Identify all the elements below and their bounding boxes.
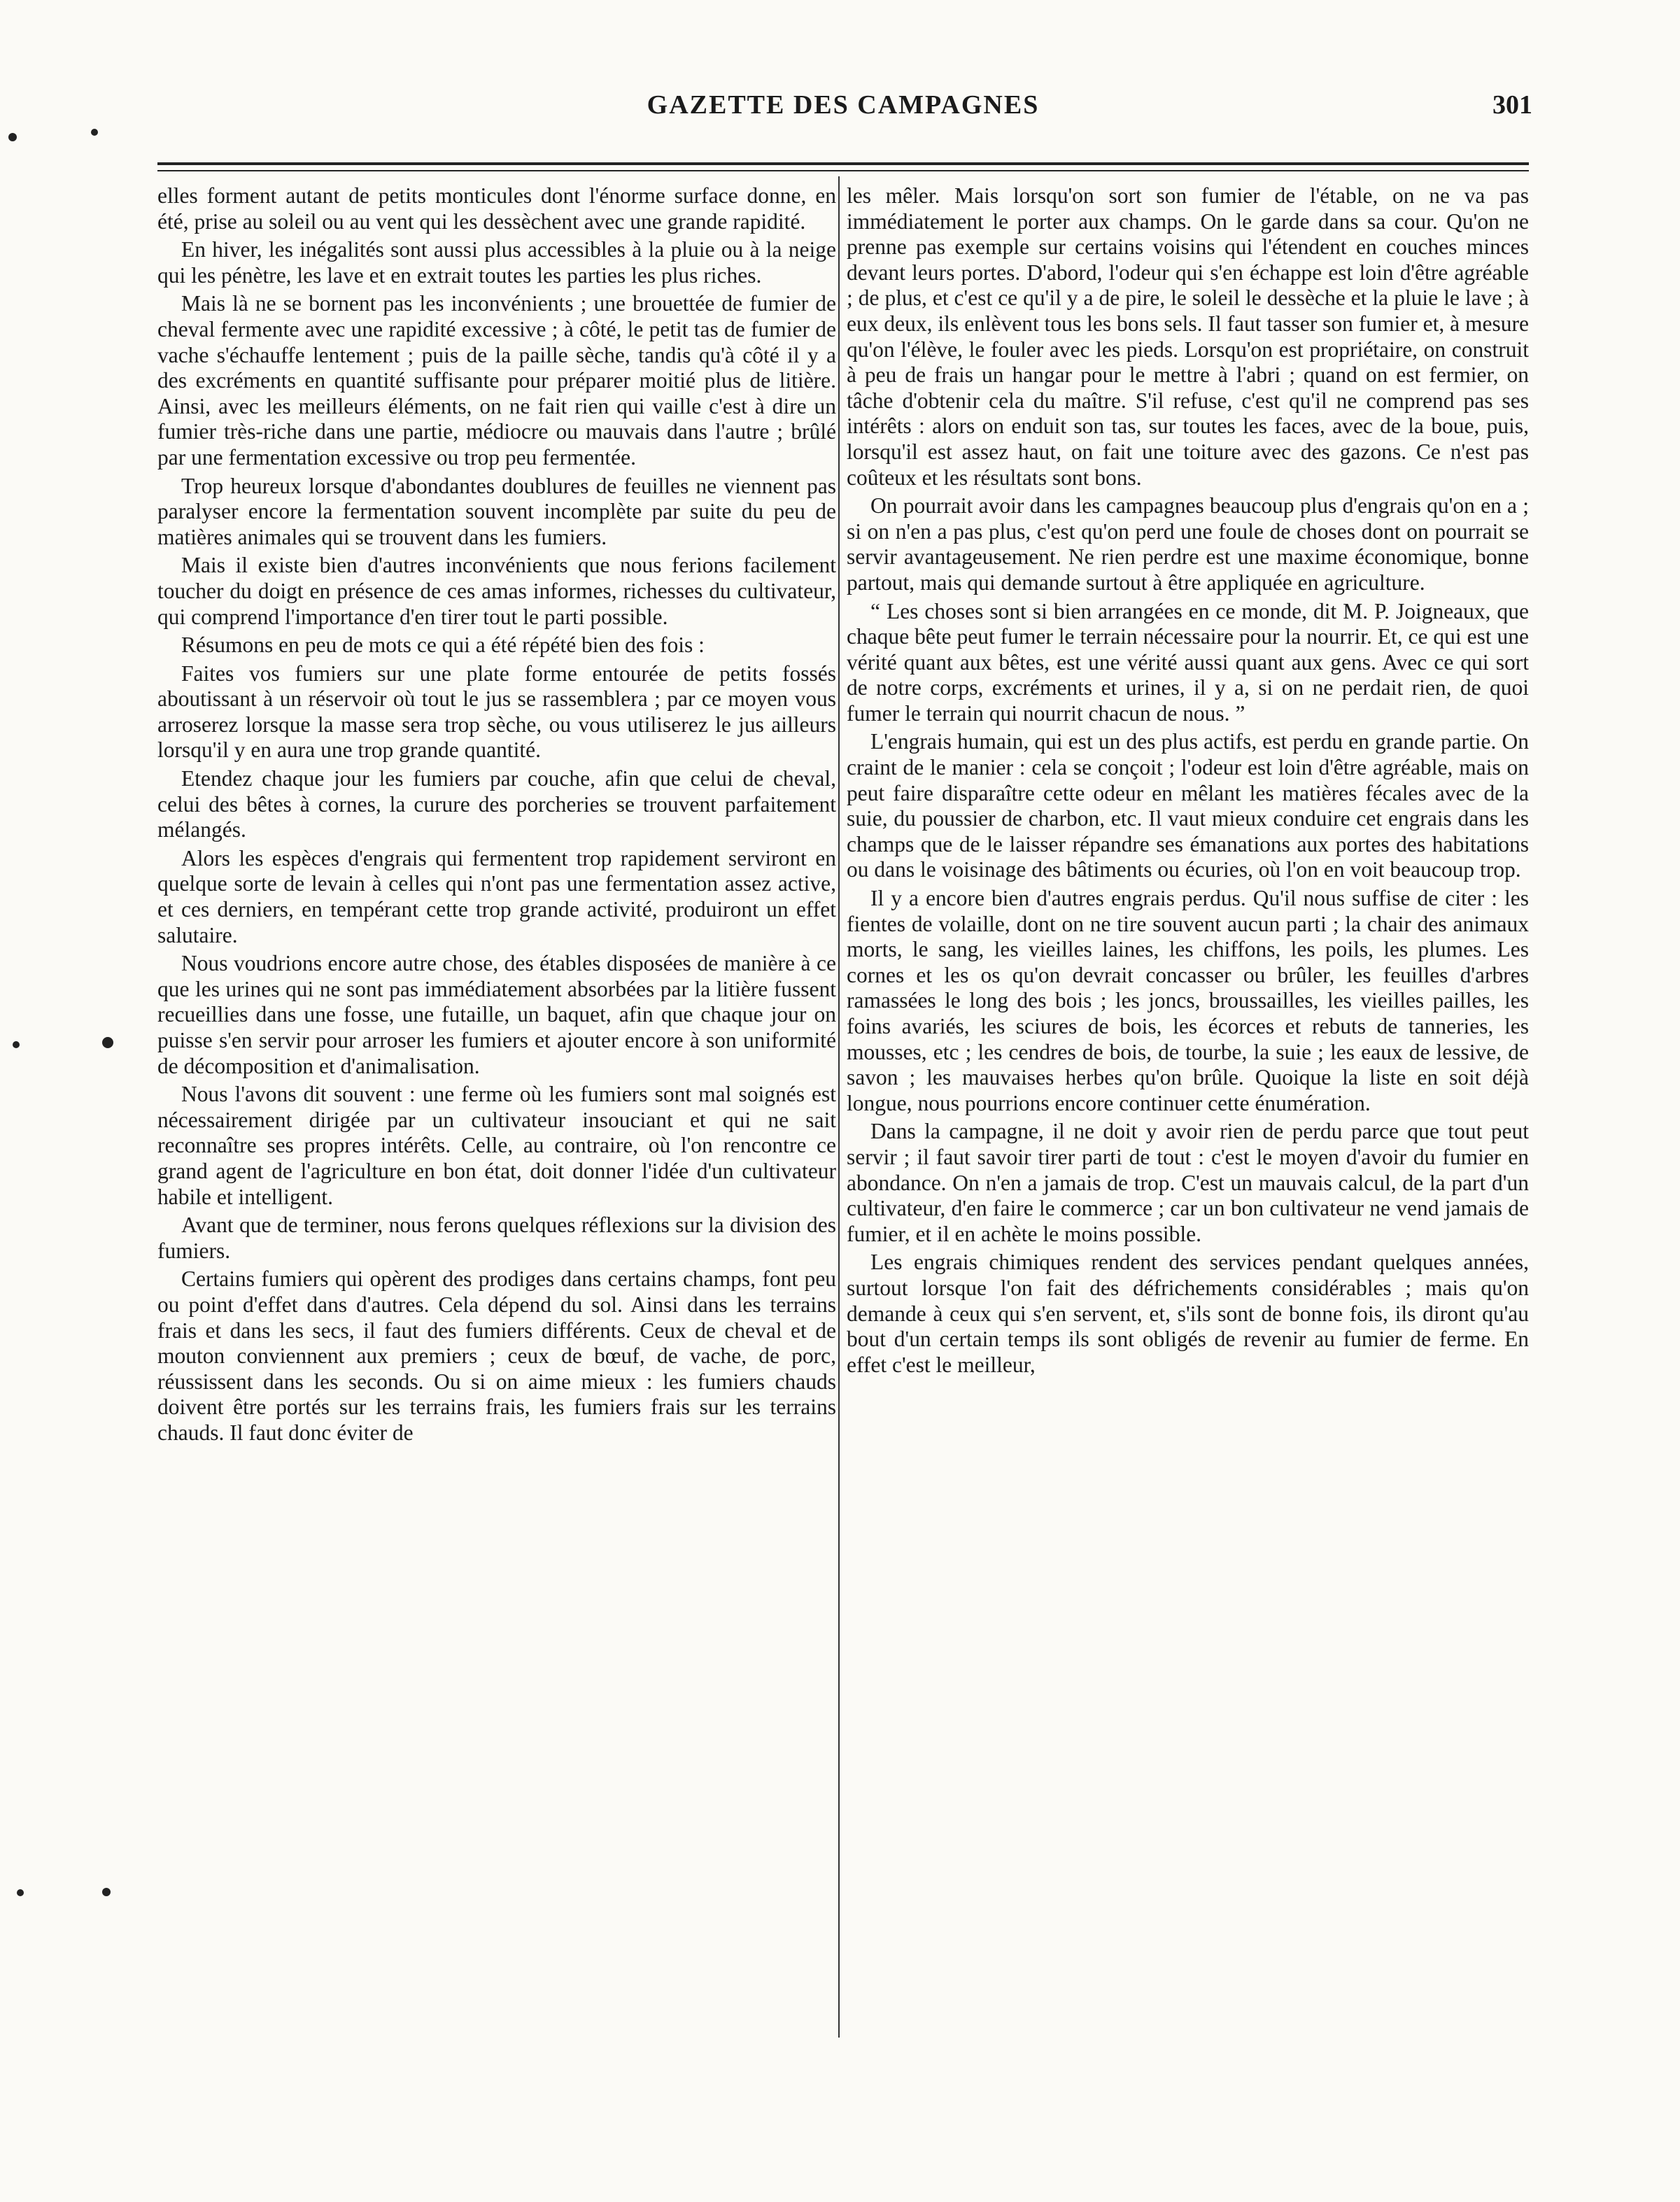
paragraph: Faites vos fumiers sur une plate forme entourée de petits fossés aboutissant à un réservoir où tout le jus se rassemblera ; par ce moyen vous arroserez lorsque la masse sera trop sèche, ou vous utiliserez le jus ailleurs lorsqu'il y en aura une trop grande quantité.	[157, 661, 836, 763]
header-rule-thin	[157, 170, 1529, 171]
paragraph: Alors les espèces d'engrais qui fermentent trop rapidement serviront en quelque sorte de levain à celles qui n'ont pas une fermentation assez active, et ces derniers, en tempérant cette trop grande activité, produiront un effet salutaire.	[157, 845, 836, 947]
ink-speck	[102, 1037, 113, 1048]
paragraph: Les engrais chimiques rendent des services pendant quelques années, surtout lorsque l'on fait des défrichements considérables ; mais qu'on demande à ceux qui s'en servent, et, s'ils sont de bonne fois, ils diront qu'au bout d'un certain temps ils sont obligés de revenir au fumier de ferme. En effet c'est le meilleur,	[847, 1250, 1529, 1377]
paragraph: Mais là ne se bornent pas les inconvénients ; une brouettée de fumier de cheval fermente avec une rapidité excessive ; à côté, le petit tas de fumier de vache s'échauffe lentement ; puis de la paille sèche, tandis qu'à côté il y a des excréments en quantité suffisante pour préparer moitié plus de litière. Ainsi, avec les meilleurs éléments, on ne fait rien qui vaille c'est à dire un fumier très-riche dans une partie, médiocre ou mauvais dans l'autre ; brûlé par une fermentation excessive ou trop peu fermentée.	[157, 291, 836, 470]
paragraph: Etendez chaque jour les fumiers par couche, afin que celui de cheval, celui des bêtes à cornes, la curure des porcheries se trouvent parfaitement mélangés.	[157, 766, 836, 842]
paragraph: Nous l'avons dit souvent : une ferme où les fumiers sont mal soignés est nécessairement dirigée par un cultivateur insouciant et qui ne sait reconnaître ses propres intérêts. Celle, au contraire, où l'on rencontre ce grand agent de l'agriculture en bon état, doit donner l'idée d'un cultivateur habile et intelligent.	[157, 1082, 836, 1209]
paragraph: elles forment autant de petits monticules dont l'énorme surface donne, en été, prise au soleil ou au vent qui les dessèchent avec une grande rapidité.	[157, 183, 836, 234]
ink-speck	[102, 1888, 111, 1896]
paragraph: En hiver, les inégalités sont aussi plus accessibles à la pluie ou à la neige qui les pénètre, les lave et en extrait toutes les parties les plus riches.	[157, 237, 836, 288]
ink-speck	[8, 133, 17, 141]
page-header	[154, 90, 1532, 132]
paragraph: Trop heureux lorsque d'abondantes doublures de feuilles ne viennent pas paralyser encore la fermentation souvent incomplète par suite du peu de matières animales qui se trouvent dans les fumiers.	[157, 473, 836, 549]
header-rule-thick	[157, 162, 1529, 165]
paragraph: Résumons en peu de mots ce qui a été répété bien des fois :	[181, 633, 705, 658]
paragraph: L'engrais humain, qui est un des plus actifs, est perdu en grande partie. On craint de le manier : cela se conçoit ; l'odeur est loin d'être agréable, mais on peut faire disparaître cette odeur en mêlant les matières fécales avec de la suie, du poussier de charbon, etc. Il vaut mieux conduire cet engrais dans les champs que de le laisser répandre ses émanations aux portes des habitations ou dans le voisinage des bâtiments ou écuries, où l'on en voit beaucoup trop.	[847, 729, 1529, 882]
ink-speck	[13, 1041, 20, 1048]
right-column	[847, 183, 1529, 2045]
ink-speck	[17, 1889, 24, 1896]
paragraph: Dans la campagne, il ne doit y avoir rien de perdu parce que tout peut servir ; il faut savoir tirer parti de tout : c'est le moyen d'avoir du fumier en abondance. On n'en a jamais de trop. C'est un mauvais calcul, de la part d'un cultivateur, d'en faire le commerce ; car un bon cultivateur ne vend jamais de fumier, et il en achète le moins possible.	[847, 1119, 1529, 1246]
paragraph: “ Les choses sont si bien arrangées en ce monde, dit M. P. Joigneaux, que chaque bête peut fumer le terrain nécessaire pour la nourrir. Et, ce qui est une vérité quant aux bêtes, est une vérité aussi quant aux gens. Avec ce qui sort de notre corps, excréments et urines, il y a, si on ne perdait rien, de quoi fumer le terrain qui nourrit chacun de nous. ”	[847, 598, 1529, 726]
paragraph: Il y a encore bien d'autres engrais perdus. Qu'il nous suffise de citer : les fientes de volaille, dont on ne tire souvent aucun parti ; la chair des animaux morts, le sang, les vieilles laines, les chiffons, les poils, les plumes. Les cornes et les os qu'on devrait concasser ou brûler, les feuilles d'arbres ramassées le long des bois ; les joncs, broussailles, les vieilles pailles, les foins avariés, les sciures de bois, les écorces et rebuts de tanneries, les mousses, etc ; les cendres de bois, de tourbe, la suie ; les eaux de lessive, de savon ; les mauvaises herbes qu'on brûle. Quoique la liste en soit déjà longue, nous pourrions encore continuer cette énumération.	[847, 886, 1529, 1115]
paragraph: On pourrait avoir dans les campagnes beaucoup plus d'engrais qu'on en a ; si on n'en a pas plus, c'est qu'on perd une foule de choses dont on pourrait se servir avantageusement. Ne rien perdre est une maxime économique, bonne partout, mais qui demande surtout à être appliquée en agriculture.	[847, 493, 1529, 595]
left-column	[157, 183, 836, 2045]
page-title: GAZETTE DES CAMPAGNES	[647, 90, 1040, 120]
ink-speck	[91, 129, 98, 136]
paragraph: Certains fumiers qui opèrent des prodiges dans certains champs, font peu ou point d'effet dans d'autres. Cela dépend du sol. Ainsi dans les terrains frais et dans les secs, il faut des fumiers différents. Ceux de cheval et de mouton conviennent aux premiers ; ceux de bœuf, de vache, de porc, réussissent dans les seconds. Ou si on aime mieux : les fumiers chauds doivent être portés sur les terrains frais, les fumiers frais sur les terrains chauds. Il faut donc éviter de	[157, 1266, 836, 1445]
page-number: 301	[1492, 90, 1532, 120]
paragraph: Mais il existe bien d'autres inconvénients que nous ferions facilement toucher du doigt en présence de ces amas informes, richesses du cultivateur, qui comprend l'importance d'en tirer tout le parti possible.	[157, 553, 836, 629]
paragraph: Nous voudrions encore autre chose, des étables disposées de manière à ce que les urines qui ne sont pas immédiatement absorbées par la litière fussent recueillies dans une fosse, une futaille, un baquet, afin que chaque jour on puisse s'en servir pour arroser les fumiers et ajouter encore à son uniformité de décomposition et d'animalisation.	[157, 951, 836, 1078]
paragraph: Avant que de terminer, nous ferons quelques réflexions sur la division des fumiers.	[157, 1213, 836, 1263]
paragraph: les mêler. Mais lorsqu'on sort son fumier de l'étable, on ne va pas immédiatement le porter aux champs. On le garde dans sa cour. Qu'on ne prenne pas exemple sur certains voisins qui l'étendent en couches minces devant leurs portes. D'abord, l'odeur qui s'en échappe est loin d'être agréable ; de plus, et c'est ce qu'il y a de pire, le soleil le dessèche et la pluie le lave ; à eux deux, ils enlèvent tous les bons sels. Il faut tasser son fumier et, à mesure qu'on l'élève, le fouler avec les pieds. Lorsqu'on est propriétaire, on construit à peu de frais un hangar pour le mettre à l'abri ; quand on est fermier, on tâche d'obtenir cela du maître. S'il refuse, c'est qu'il ne comprend pas ses intérêts : alors on enduit son tas, sur toutes les faces, avec de la boue, puis, lorsqu'il est assez haut, on fait une toiture avec des gazons. Ce n'est pas coûteux et les résultats sont bons.	[847, 183, 1529, 490]
column-divider	[838, 176, 840, 2038]
